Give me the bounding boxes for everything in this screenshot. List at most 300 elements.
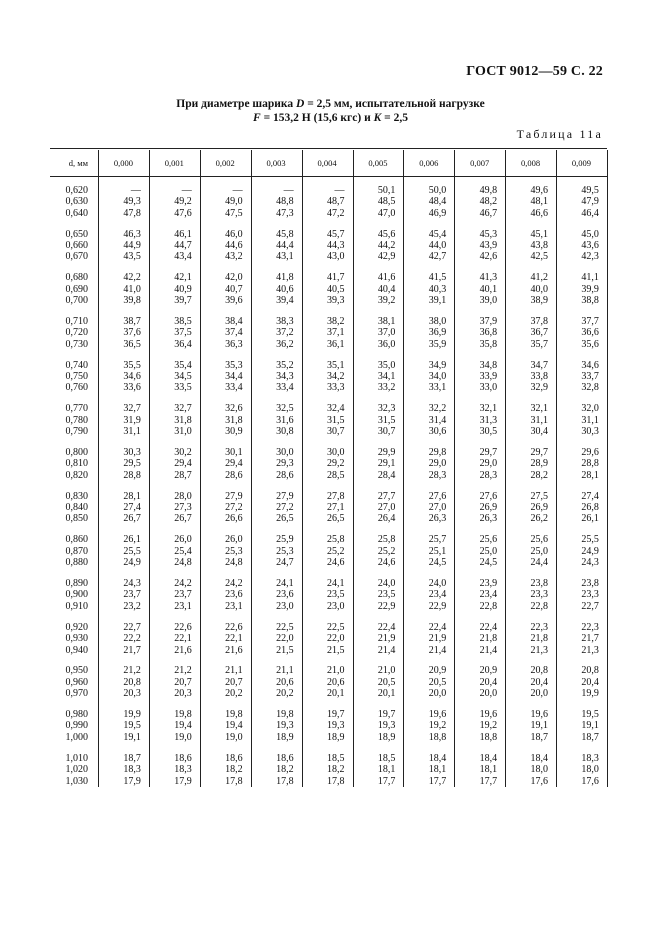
diameter-cell: 0,750 [65,371,88,383]
hardness-cell: 37,4 [225,327,243,339]
diameter-cell: 0,850 [65,513,88,525]
hardness-cell: 23,6 [225,589,243,601]
hardness-cell: 45,8 [276,228,294,240]
hardness-cell: 20,6 [276,676,294,688]
hardness-cell: 23,1 [225,600,243,612]
hardness-cell: 17,7 [428,775,447,787]
hardness-cell: 38,8 [581,295,599,307]
hardness-cell: 27,5 [530,490,549,502]
hardness-cell: 27,1 [326,502,345,514]
hardness-cell: 42,0 [225,272,243,284]
hardness-cell: 29,1 [377,458,396,470]
hardness-cell: 22,5 [326,621,345,633]
hardness-cell: 42,5 [530,251,549,263]
hardness-cell: 22,3 [530,621,549,633]
table-row [50,295,607,306]
column-header: 0,003 [266,157,286,168]
hardness-cell: 18,9 [326,731,345,743]
hardness-cell: 37,0 [377,327,396,339]
column-divider [607,150,608,787]
column-header: 0,008 [521,157,541,168]
row-group [50,491,607,525]
hardness-cell: 39,6 [225,295,243,307]
hardness-cell: 43,6 [581,240,599,252]
hardness-cell: 39,1 [428,295,447,307]
diameter-cell: 1,010 [65,752,88,764]
hardness-cell: 36,1 [326,338,345,350]
hardness-cell: 43,8 [530,240,549,252]
hardness-cell: 49,3 [123,196,141,208]
hardness-cell: 28,7 [174,469,192,481]
hardness-cell: 30,3 [581,426,599,438]
hardness-cell: 41,2 [530,272,549,284]
hardness-cell: 37,2 [276,327,294,339]
hardness-cell: 32,0 [581,403,599,415]
hardness-cell: 47,0 [377,207,396,219]
hardness-cell: 30,4 [530,426,549,438]
hardness-cell: 19,0 [174,731,192,743]
hardness-cell: 18,3 [174,764,192,776]
hardness-cell: 39,7 [174,295,192,307]
hardness-cell: 21,2 [123,665,141,677]
hardness-cell: 25,7 [428,534,447,546]
hardness-cell: 30,0 [276,447,294,459]
hardness-cell: 39,0 [479,295,498,307]
caption-line-2: F = 153,2 Н (15,6 кгс) и K = 2,5 [253,112,408,124]
hardness-cell: 32,7 [123,403,141,415]
hardness-cell: 25,3 [276,545,294,557]
column-header: 0,007 [470,157,490,168]
table-row [50,208,607,219]
hardness-cell: 21,7 [123,644,141,656]
hardness-cell: 23,7 [174,589,192,601]
hardness-cell: 21,8 [530,633,549,645]
hardness-cell: 19,2 [428,720,447,732]
hardness-cell: 26,6 [225,513,243,525]
hardness-cell: 43,5 [123,251,141,263]
hardness-cell: 21,6 [174,644,192,656]
diameter-cell: 1,020 [65,764,88,776]
diameter-cell: 0,860 [65,534,88,546]
table-row [50,578,607,589]
hardness-cell: 23,3 [530,589,549,601]
diameter-cell: 0,930 [65,633,88,645]
hardness-cell: 20,0 [428,688,447,700]
hardness-cell: 24,7 [276,557,294,569]
hardness-cell: 22,8 [479,600,498,612]
hardness-cell: 20,9 [479,665,498,677]
hardness-cell: 17,9 [123,775,141,787]
hardness-cell: 25,6 [530,534,549,546]
hardness-cell: 45,7 [326,228,345,240]
hardness-cell: 28,9 [530,458,549,470]
hardness-cell: 19,9 [123,709,141,721]
hardness-cell: 21,0 [326,665,345,677]
hardness-cell: 27,0 [428,502,447,514]
hardness-cell: 46,4 [581,207,599,219]
hardness-cell: 22,2 [123,633,141,645]
hardness-cell: 36,0 [377,338,396,350]
hardness-cell: 49,5 [581,185,599,196]
hardness-cell: 33,7 [581,371,599,383]
hardness-cell: 32,5 [276,403,294,415]
table-caption [0,97,661,125]
hardness-cell: 35,7 [530,338,549,350]
diameter-cell: 0,780 [65,414,88,426]
hardness-cell: 32,8 [581,382,599,394]
hardness-cell: 23,6 [276,589,294,601]
hardness-cell: 23,3 [581,589,599,601]
hardness-cell: 18,5 [326,752,345,764]
column-header: 0,000 [113,157,133,168]
hardness-table [50,148,607,796]
hardness-cell: 21,8 [479,633,498,645]
hardness-cell: 34,1 [377,371,396,383]
column-header: 0,006 [419,157,439,168]
hardness-cell: 22,4 [428,621,447,633]
hardness-cell: 27,0 [377,502,396,514]
hardness-cell: 22,5 [276,621,294,633]
hardness-cell: 44,6 [225,240,243,252]
table-row [50,371,607,382]
hardness-cell: 46,7 [479,207,498,219]
hardness-cell: 21,9 [377,633,396,645]
diameter-cell: 0,910 [65,600,88,612]
hardness-cell: 40,0 [530,283,549,295]
diameter-cell: 0,990 [65,720,88,732]
hardness-cell: 21,4 [377,644,396,656]
hardness-cell: 23,0 [276,600,294,612]
hardness-cell: 32,3 [377,403,396,415]
hardness-cell: 43,1 [276,251,294,263]
hardness-cell: 24,9 [123,557,141,569]
hardness-cell: 26,3 [479,513,498,525]
hardness-cell: — [181,185,192,196]
hardness-cell: 30,3 [123,447,141,459]
hardness-cell: 22,9 [428,600,447,612]
hardness-cell: 33,9 [479,371,498,383]
hardness-cell: 17,8 [326,775,345,787]
row-group [50,753,607,787]
table-row [50,339,607,350]
table-row [50,764,607,775]
hardness-cell: 31,0 [174,426,192,438]
hardness-cell: 32,9 [530,382,549,394]
hardness-cell: 34,7 [530,359,549,371]
hardness-cell: 24,2 [174,578,192,590]
diameter-cell: 0,630 [65,196,88,208]
diameter-cell: 0,640 [65,207,88,219]
table-row [50,776,607,787]
hardness-cell: 20,1 [377,688,396,700]
hardness-cell: 41,7 [326,272,345,284]
diameter-cell: 0,790 [65,426,88,438]
hardness-cell: 29,5 [123,458,141,470]
diameter-cell: 0,980 [65,709,88,721]
hardness-cell: 40,1 [479,283,498,295]
hardness-cell: 22,1 [225,633,243,645]
hardness-cell: 40,3 [428,283,447,295]
column-header: 0,009 [571,157,592,168]
hardness-cell: 25,4 [174,545,192,557]
hardness-cell: 18,2 [225,764,243,776]
hardness-cell: 22,1 [174,633,192,645]
hardness-cell: 34,3 [276,371,294,383]
hardness-cell: 34,0 [428,371,447,383]
table-row [50,415,607,426]
hardness-cell: 45,0 [581,228,599,240]
hardness-cell: 17,8 [225,775,243,787]
diameter-cell: 0,870 [65,545,88,557]
hardness-cell: 42,1 [174,272,192,284]
hardness-cell: 49,6 [530,185,549,196]
table-row [50,491,607,502]
table-row [50,709,607,720]
hardness-cell: 29,7 [530,447,549,459]
hardness-cell: 18,1 [428,764,447,776]
table-row [50,688,607,699]
hardness-cell: 36,6 [581,327,599,339]
hardness-cell: 20,8 [530,665,549,677]
hardness-cell: — [232,185,243,196]
hardness-cell: 18,9 [377,731,396,743]
hardness-cell: 25,1 [428,545,447,557]
hardness-cell: 24,0 [377,578,396,590]
hardness-cell: 20,3 [123,688,141,700]
hardness-cell: 31,8 [225,414,243,426]
hardness-cell: 22,7 [123,621,141,633]
hardness-cell: 19,0 [225,731,243,743]
hardness-cell: 44,3 [326,240,345,252]
hardness-cell: 20,8 [123,676,141,688]
hardness-cell: 18,0 [530,764,549,776]
hardness-cell: 21,6 [225,644,243,656]
hardness-cell: 26,9 [479,502,498,514]
diameter-cell: 0,890 [65,578,88,590]
hardness-cell: 24,8 [174,557,192,569]
hardness-cell: 40,6 [276,283,294,295]
diameter-cell: 1,000 [65,731,88,743]
hardness-cell: 33,1 [428,382,447,394]
hardness-cell: 42,2 [123,272,141,284]
hardness-cell: 26,1 [581,513,599,525]
hardness-cell: 29,9 [377,447,396,459]
hardness-cell: 49,2 [174,196,192,208]
hardness-cell: 29,6 [581,447,599,459]
hardness-cell: 20,4 [581,676,599,688]
hardness-cell: 38,0 [428,316,447,328]
hardness-cell: 28,1 [581,469,599,481]
hardness-cell: 19,5 [581,709,599,721]
hardness-cell: 38,4 [225,316,243,328]
hardness-cell: 22,0 [276,633,294,645]
hardness-cell: 21,4 [428,644,447,656]
hardness-cell: 35,5 [123,359,141,371]
hardness-cell: 37,5 [174,327,192,339]
row-group [50,709,607,743]
hardness-cell: 48,4 [428,196,447,208]
hardness-cell: 48,5 [377,196,396,208]
hardness-cell: 20,0 [479,688,498,700]
hardness-cell: 29,8 [428,447,447,459]
hardness-cell: 41,3 [479,272,498,284]
hardness-cell: 25,5 [581,534,599,546]
hardness-cell: 21,2 [174,665,192,677]
hardness-cell: 25,8 [377,534,396,546]
hardness-cell: 26,7 [174,513,192,525]
hardness-cell: 22,4 [479,621,498,633]
hardness-cell: 31,4 [428,414,447,426]
hardness-cell: 38,9 [530,295,549,307]
diameter-cell: 0,690 [65,283,88,295]
hardness-cell: 21,4 [479,644,498,656]
hardness-cell: 27,2 [225,502,243,514]
table-body [50,177,607,787]
hardness-cell: 18,2 [276,764,294,776]
hardness-cell: 39,4 [276,295,294,307]
hardness-cell: 41,5 [428,272,447,284]
hardness-cell: 19,5 [123,720,141,732]
hardness-cell: 39,3 [326,295,345,307]
hardness-cell: 21,5 [326,644,345,656]
diameter-cell: 0,660 [65,240,88,252]
hardness-cell: 21,1 [276,665,294,677]
table-row [50,677,607,688]
hardness-cell: 37,7 [581,316,599,328]
hardness-cell: 44,7 [174,240,192,252]
hardness-cell: 32,1 [530,403,549,415]
table-row [50,229,607,240]
hardness-cell: 47,6 [174,207,192,219]
diameter-cell: 1,030 [65,775,88,787]
hardness-cell: 22,4 [377,621,396,633]
hardness-cell: 18,4 [428,752,447,764]
row-group [50,447,607,481]
hardness-cell: 31,5 [326,414,345,426]
hardness-cell: 38,1 [377,316,396,328]
hardness-cell: 21,9 [428,633,447,645]
table-row [50,284,607,295]
hardness-cell: 38,2 [326,316,345,328]
hardness-cell: 20,9 [428,665,447,677]
hardness-cell: 20,3 [174,688,192,700]
hardness-cell: 24,6 [326,557,345,569]
table-row [50,447,607,458]
diameter-cell: 0,960 [65,676,88,688]
hardness-cell: 39,8 [123,295,141,307]
hardness-cell: 19,4 [225,720,243,732]
hardness-cell: 30,8 [276,426,294,438]
hardness-cell: 26,0 [225,534,243,546]
hardness-cell: 31,5 [377,414,396,426]
hardness-cell: 47,3 [276,207,294,219]
hardness-cell: 33,5 [174,382,192,394]
hardness-cell: 37,1 [326,327,345,339]
hardness-cell: 30,2 [174,447,192,459]
row-group [50,272,607,306]
hardness-cell: 25,0 [530,545,549,557]
hardness-cell: 26,2 [530,513,549,525]
hardness-cell: 20,4 [530,676,549,688]
hardness-cell: 30,7 [377,426,396,438]
hardness-cell: 30,5 [479,426,498,438]
hardness-cell: 18,6 [225,752,243,764]
hardness-cell: 26,8 [581,502,599,514]
table-row [50,426,607,437]
hardness-cell: 39,9 [581,283,599,295]
diameter-cell: 0,710 [65,316,88,328]
hardness-cell: 24,8 [225,557,243,569]
hardness-cell: 30,9 [225,426,243,438]
table-row [50,557,607,568]
table-row [50,458,607,469]
row-group [50,360,607,394]
hardness-cell: 31,8 [174,414,192,426]
hardness-cell: 45,6 [377,228,396,240]
hardness-cell: 22,6 [174,621,192,633]
hardness-cell: 19,3 [377,720,396,732]
hardness-cell: 20,4 [479,676,498,688]
hardness-cell: 30,0 [326,447,345,459]
hardness-cell: 19,3 [276,720,294,732]
hardness-cell: 23,4 [428,589,447,601]
column-header: 0,001 [164,157,184,168]
diameter-cell: 0,770 [65,403,88,415]
hardness-cell: 33,4 [225,382,243,394]
hardness-cell: 40,4 [377,283,396,295]
hardness-cell: 34,5 [174,371,192,383]
hardness-cell: 29,3 [276,458,294,470]
hardness-cell: 34,6 [123,371,141,383]
hardness-cell: 31,9 [123,414,141,426]
hardness-cell: 48,1 [530,196,549,208]
hardness-cell: 20,6 [326,676,345,688]
hardness-cell: 29,4 [174,458,192,470]
hardness-cell: 36,3 [225,338,243,350]
hardness-cell: 43,2 [225,251,243,263]
hardness-cell: 28,0 [174,490,192,502]
hardness-cell: 28,3 [428,469,447,481]
hardness-cell: 19,7 [326,709,345,721]
hardness-cell: 25,6 [479,534,498,546]
hardness-cell: 32,4 [326,403,345,415]
hardness-cell: 47,2 [326,207,345,219]
table-row [50,665,607,676]
hardness-cell: 35,8 [479,338,498,350]
hardness-cell: 18,0 [581,764,599,776]
hardness-cell: 46,3 [123,228,141,240]
hardness-cell: 24,2 [225,578,243,590]
table-row [50,196,607,207]
hardness-cell: 44,0 [428,240,447,252]
hardness-cell: 20,7 [225,676,243,688]
hardness-cell: 23,5 [377,589,396,601]
hardness-cell: 36,4 [174,338,192,350]
table-row [50,732,607,743]
table-row [50,470,607,481]
hardness-cell: 47,9 [581,196,599,208]
hardness-cell: 44,4 [276,240,294,252]
hardness-cell: 40,9 [174,283,192,295]
hardness-cell: 18,4 [479,752,498,764]
hardness-cell: 21,1 [225,665,243,677]
row-group [50,185,607,219]
hardness-cell: 25,5 [123,545,141,557]
table-row [50,546,607,557]
hardness-cell: 50,1 [377,185,396,196]
diameter-cell: 0,800 [65,447,88,459]
hardness-cell: 24,6 [377,557,396,569]
